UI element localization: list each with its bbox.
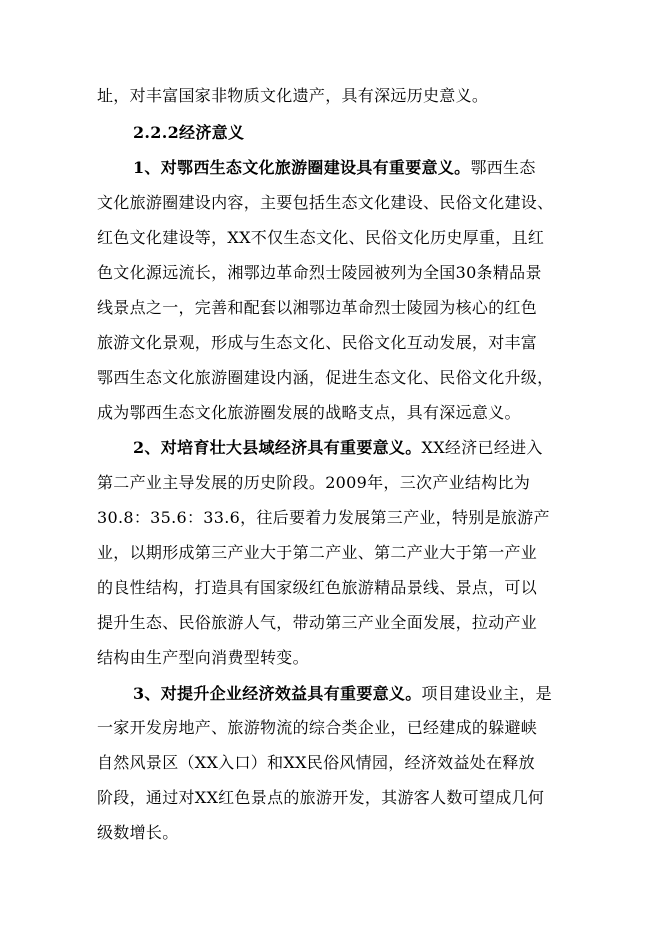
paragraph-line [97, 718, 567, 738]
line-text: 30.8：35.6：33.6，往后要着力发展第三产业，特别是旅游产 [97, 508, 550, 527]
paragraph-line [97, 753, 567, 773]
paragraph-line [133, 158, 603, 178]
line-text: 业，以期形成第三产业大于第二产业、第二产业大于第一产业 [97, 543, 538, 562]
heading-text: 2.2.2经济意义 [133, 123, 245, 142]
paragraph-line [97, 788, 567, 808]
line-text: 址，对丰富国家非物质文化遗产，具有深远历史意义。 [97, 86, 489, 105]
paragraph-line [97, 228, 567, 248]
line-text: 成为鄂西生态文化旅游圈发展的战略支点，具有深远意义。 [97, 403, 521, 422]
paragraph-line [97, 368, 567, 388]
line-text: 结构由生产型向消费型转变。 [97, 648, 309, 667]
paragraph-lead: 2、对培育壮大县域经济具有重要意义。 [133, 438, 422, 457]
line-text: 第二产业主导发展的历史阶段。2009年，三次产业结构比为 [97, 473, 531, 492]
line-text: 鄂西生态文化旅游圈建设内涵，促进生态文化、民俗文化升级， [97, 368, 554, 387]
line-text: 阶段，通过对XX红色景点的旅游开发，其游客人数可望成几何 [97, 788, 545, 807]
paragraph-line [133, 438, 603, 458]
line-text: 一家开发房地产、旅游物流的综合类企业，已经建成的躲避峡 [97, 718, 538, 737]
line-text: XX经济已经进入 [421, 438, 543, 457]
paragraph-line [97, 86, 567, 106]
line-text: 级数增长。 [97, 823, 179, 842]
paragraph-lead: 1、对鄂西生态文化旅游圈建设具有重要意义。 [133, 158, 471, 177]
line-text: 色文化源远流长，湘鄂边革命烈士陵园被列为全国30条精品景 [97, 263, 542, 282]
paragraph-line [97, 263, 567, 283]
paragraph-line [97, 578, 567, 598]
line-text: 红色文化建设等，XX不仅生态文化、民俗文化历史厚重，且红 [97, 228, 545, 247]
line-text: 文化旅游圈建设内容，主要包括生态文化建设、民俗文化建设、 [97, 193, 554, 212]
line-text: 的良性结构，打造具有国家级红色旅游精品景线、景点，可以 [97, 578, 538, 597]
paragraph-line [97, 508, 567, 528]
paragraph-line [97, 543, 567, 563]
line-text: 自然风景区（XX入口）和XX民俗风情园，经济效益处在释放 [97, 753, 535, 772]
paragraph-line [97, 823, 567, 843]
paragraph-line [97, 473, 567, 493]
paragraph-line [97, 613, 567, 633]
section-heading [133, 123, 603, 143]
paragraph-lead: 3、对提升企业经济效益具有重要意义。 [133, 684, 422, 703]
paragraph-line [97, 333, 567, 353]
line-text: 线景点之一，完善和配套以湘鄂边革命烈士陵园为核心的红色 [97, 298, 538, 317]
line-text: 提升生态、民俗旅游人气，带动第三产业全面发展，拉动产业 [97, 613, 538, 632]
paragraph-line [97, 403, 567, 423]
line-text: 旅游文化景观，形成与生态文化、民俗文化互动发展，对丰富 [97, 333, 538, 352]
line-text: 鄂西生态 [470, 158, 536, 177]
paragraph-line [133, 684, 603, 704]
line-text: 项目建设业主，是 [421, 684, 552, 703]
paragraph-line [97, 193, 567, 213]
paragraph-line [97, 648, 567, 668]
paragraph-line [97, 298, 567, 318]
